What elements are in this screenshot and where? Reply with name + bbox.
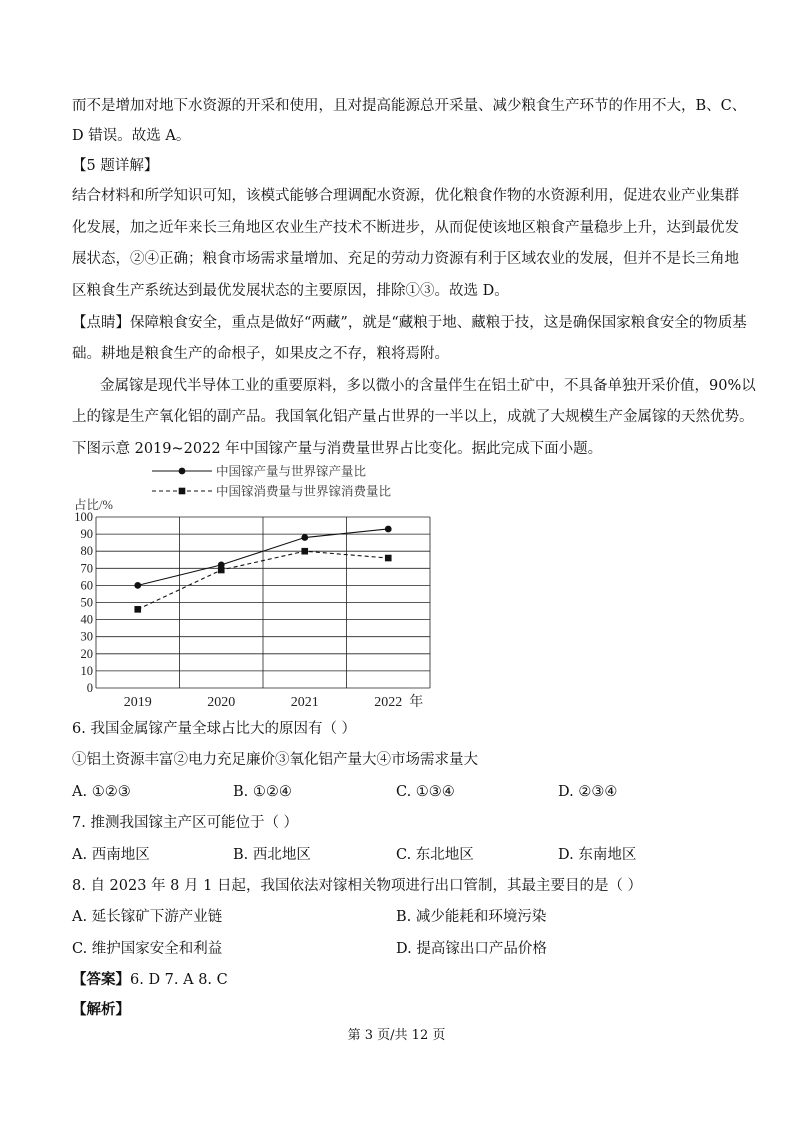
- legend-marker: [179, 488, 186, 495]
- x-tick-label: 2022: [374, 695, 403, 710]
- option-c[interactable]: C. ①③④: [396, 784, 455, 800]
- material-line: 上的镓是生产氧化铝的副产品。我国氧化铝产量占世界的一半以上，成就了大规模生产金属镓的天然优势。: [72, 409, 754, 425]
- legend-marker: [179, 468, 186, 475]
- data-point: [301, 548, 308, 555]
- paragraph-line: 区粮食生产系统达到最优发展状态的主要原因，排除①③。故选 D。: [72, 283, 509, 299]
- question-stem: 6. 我国金属镓产量全球占比大的原因有（ ）: [72, 721, 357, 737]
- option-d[interactable]: D. ②③④: [558, 784, 618, 800]
- option-b[interactable]: B. 减少能耗和环境污染: [396, 909, 547, 925]
- y-tick-label: 40: [80, 612, 93, 627]
- option-a[interactable]: A. 西南地区: [72, 847, 150, 863]
- y-tick-label: 90: [80, 527, 93, 542]
- x-tick-label: 2021: [290, 695, 319, 710]
- option-d[interactable]: D. 提高镓出口产品价格: [396, 941, 547, 957]
- y-tick-label: 50: [80, 595, 93, 610]
- y-tick-label: 0: [86, 681, 93, 695]
- data-point: [385, 526, 392, 533]
- x-tick-label: 2019: [123, 695, 152, 710]
- option-c[interactable]: C. 东北地区: [396, 847, 474, 863]
- question-stem: 7. 推测我国镓主产区可能位于（ ）: [72, 815, 299, 831]
- y-tick-label: 20: [80, 646, 93, 661]
- material-line: 下图示意 2019~2022 年中国镓产量与消费量世界占比变化。据此完成下面小题。: [72, 441, 603, 457]
- chart-grid: [96, 517, 430, 688]
- analysis-label: 【解析】: [72, 1001, 130, 1018]
- y-tick-label: 30: [80, 629, 93, 644]
- option-c[interactable]: C. 维护国家安全和利益: [72, 941, 223, 957]
- data-point: [301, 534, 308, 541]
- data-point: [134, 582, 141, 589]
- material-line: 金属镓是现代半导体工业的重要原料，多以微小的含量伴生在铝土矿中，不具备单独开采价值，90%以: [100, 378, 756, 394]
- paragraph-line: D 错误。故选 A。: [72, 128, 191, 144]
- x-tick-label: 2020: [207, 695, 236, 710]
- chart-legend: [152, 465, 392, 499]
- data-point: [385, 555, 392, 562]
- data-point: [134, 606, 141, 613]
- option-a[interactable]: A. ①②③: [72, 784, 131, 800]
- y-axis-label: 占比/%: [74, 498, 113, 512]
- option-a[interactable]: A. 延长镓矿下游产业链: [72, 909, 223, 925]
- q5-detail-heading: 【5 题详解】: [72, 158, 159, 174]
- paragraph-line: 化发展，加之近年来长三角地区农业生产技术不断进步，从而促使该地区粮食产量稳步上升，达到最优发: [72, 220, 739, 236]
- gallium-share-chart: [60, 465, 450, 715]
- paragraph-line: 展状态，②④正确；粮食市场需求量增加、充足的劳动力资源有利于区域农业的发展，但并不是长三角地: [72, 251, 739, 267]
- dianjing-line: 【点睛】保障粮食安全，重点是做好“两藏”，就是“藏粮于地、藏粮于技，这是确保国家粮食安全的物质基: [72, 315, 747, 331]
- legend-label: 中国镓消费量与世界镓消费量比: [216, 484, 392, 499]
- paragraph-line: 而不是增加对地下水资源的开采和使用，且对提高能源总开采量、减少粮食生产环节的作用不大，B、C、: [72, 98, 747, 114]
- question-statement: ①铝土资源丰富②电力充足廉价③氧化铝产量大④市场需求量大: [72, 752, 478, 768]
- y-tick-label: 70: [80, 561, 93, 576]
- option-b[interactable]: B. 西北地区: [233, 847, 311, 863]
- answer-text: 6. D 7. A 8. C: [130, 972, 228, 988]
- y-tick-label: 60: [80, 578, 93, 593]
- data-point: [218, 567, 225, 574]
- dianjing-line: 础。耕地是粮食生产的命根子，如果皮之不存，粮将焉附。: [72, 346, 449, 362]
- option-b[interactable]: B. ①②④: [233, 784, 292, 800]
- legend-label: 中国镓产量与世界镓产量比: [216, 465, 367, 479]
- y-tick-label: 80: [80, 544, 93, 559]
- answer-label: 【答案】: [72, 971, 130, 988]
- paragraph-line: 结合材料和所学知识可知，该模式能够合理调配水资源，优化粮食作物的水资源利用，促进农业产业集群: [72, 188, 739, 204]
- page-footer: 第 3 页/共 12 页: [347, 1028, 446, 1043]
- answer-line: [72, 970, 228, 990]
- option-d[interactable]: D. 东南地区: [558, 847, 637, 863]
- y-axis-ticks: [74, 510, 93, 695]
- x-axis-ticks: [124, 693, 424, 710]
- y-tick-label: 100: [74, 510, 93, 524]
- y-tick-label: 10: [80, 663, 93, 678]
- x-unit-label: 年: [409, 695, 424, 710]
- question-stem: 8. 自 2023 年 8 月 1 日起，我国依法对镓相关物项进行出口管制，其最主要目的是（ ）: [72, 878, 643, 894]
